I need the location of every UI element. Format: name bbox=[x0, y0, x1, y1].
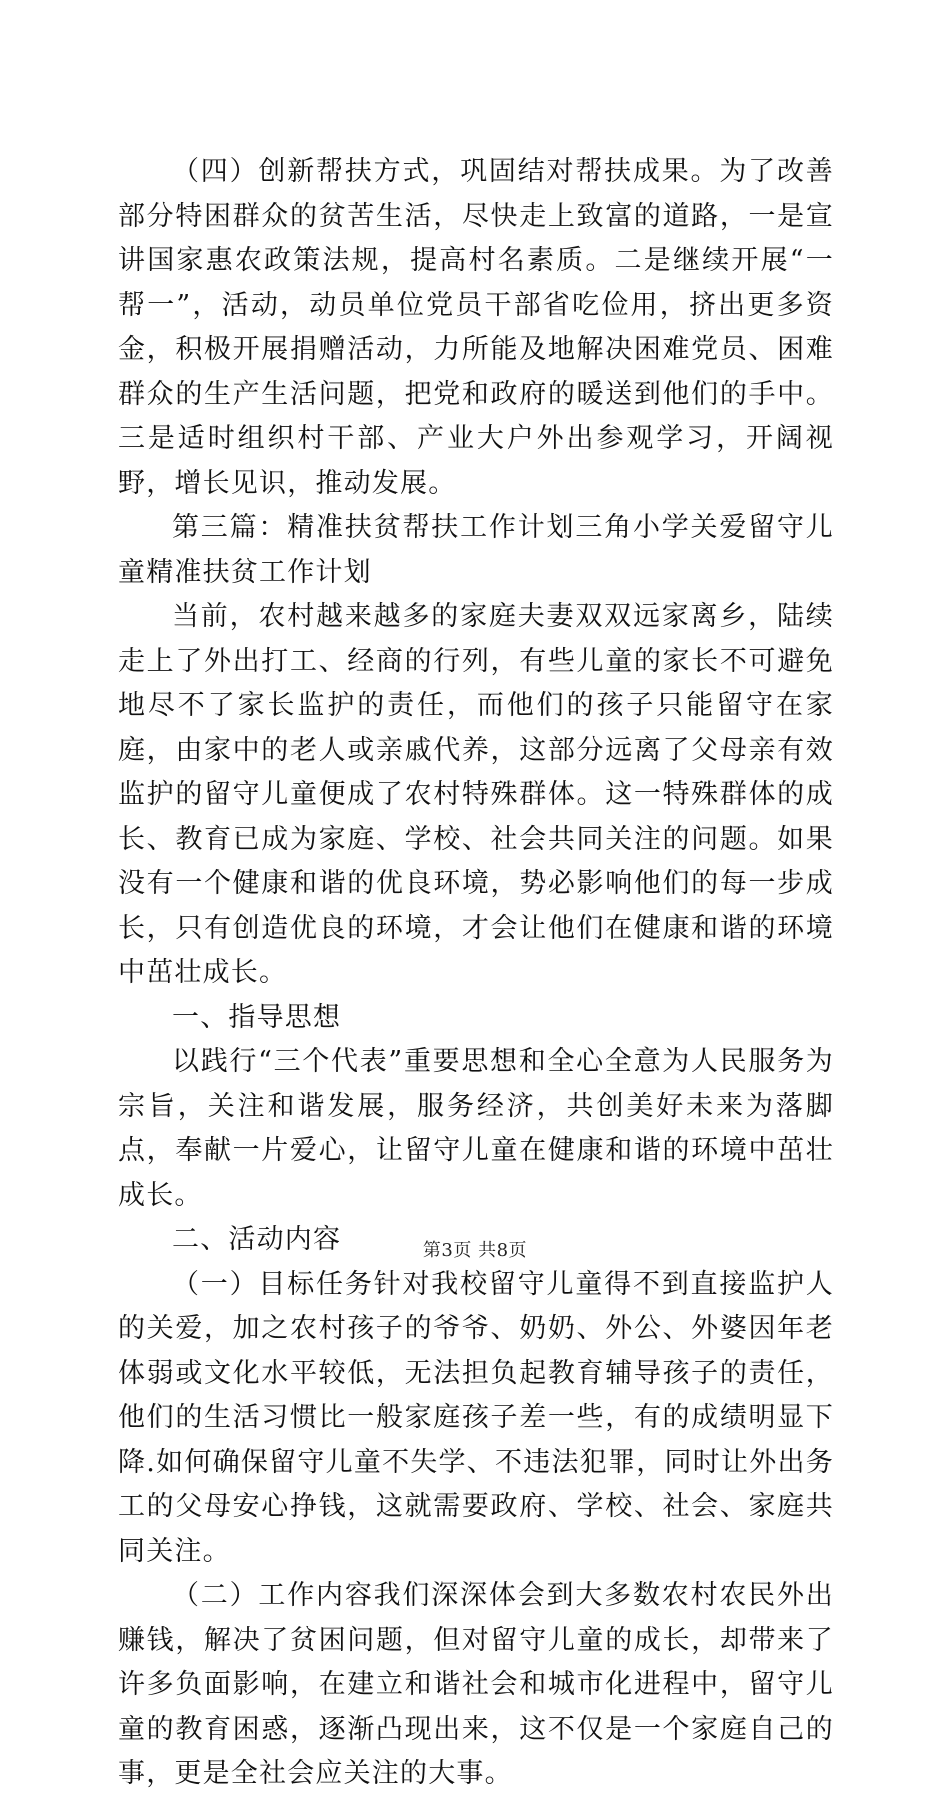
section-title-third-chapter: 第三篇：精准扶贫帮扶工作计划三角小学关爱留守儿童精准扶贫工作计划 bbox=[118, 512, 834, 588]
page-number-footer: 第3页 共8页 bbox=[422, 1240, 528, 1261]
paragraph-target-task: （一）目标任务针对我校留守儿童得不到直接监护人的关爱，加之农村孩子的爷爷、奶奶、外公、外婆因年老体弱或文化水平较低，无法担负起教育辅导孩子的责任，他们的生活习惯比一般家庭孩子差一些，有的成绩明显下降.如何确保留守儿童不失学、不违法犯罪，同时让外出务工的父母安心挣钱，这就需要政府、学校、社会、家庭共同关注。 bbox=[118, 1268, 834, 1567]
paragraph-guiding-ideology: 以践行“三个代表”重要思想和全心全意为人民服务为宗旨，关注和谐发展，服务经济，共创美好未来为落脚点，奉献一片爱心，让留守儿童在健康和谐的环境中茁壮成长。 bbox=[118, 1046, 834, 1211]
heading-guiding-ideology: 一、指导思想 bbox=[172, 1001, 342, 1033]
heading-activity-content: 二、活动内容 bbox=[172, 1224, 342, 1255]
document-body bbox=[118, 150, 834, 1797]
paragraph-current-situation: 当前，农村越来越多的家庭夫妻双双远家离乡，陆续走上了外出打工、经商的行列，有些儿童的家长不可避免地尽不了家长监护的责任，而他们的孩子只能留守在家庭，由家中的老人或亲戚代养，这部分远离了父母亲有效监护的留守儿童便成了农村特殊群体。这一特殊群体的成长、教育已成为家庭、学校、社会共同关注的问题。如果没有一个健康和谐的优良环境，势必影响他们的每一步成长，只有创造优良的环境，才会让他们在健康和谐的环境中茁壮成长。 bbox=[118, 601, 834, 988]
paragraph-assistance-method: （四）创新帮扶方式，巩固结对帮扶成果。为了改善部分特困群众的贫苦生活，尽快走上致富的道路，一是宣讲国家惠农政策法规，提高村名素质。二是继续开展“一帮一”，活动，动员单位党员干部省吃俭用，挤出更多资金，积极开展捐赠活动，力所能及地解决困难党员、困难群众的生产生活问题，把党和政府的暖送到他们的手中。三是适时组织村干部、产业大户外出参观学习，开阔视野，增长见识，推动发展。 bbox=[118, 156, 834, 499]
paragraph-work-content: （二）工作内容我们深深体会到大多数农村农民外出赚钱，解决了贫困问题，但对留守儿童的成长，却带来了许多负面影响，在建立和谐社会和城市化进程中，留守儿童的教育困惑，逐渐凸现出来，这不仅是一个家庭自己的事，更是全社会应关注的大事。 bbox=[118, 1580, 834, 1789]
